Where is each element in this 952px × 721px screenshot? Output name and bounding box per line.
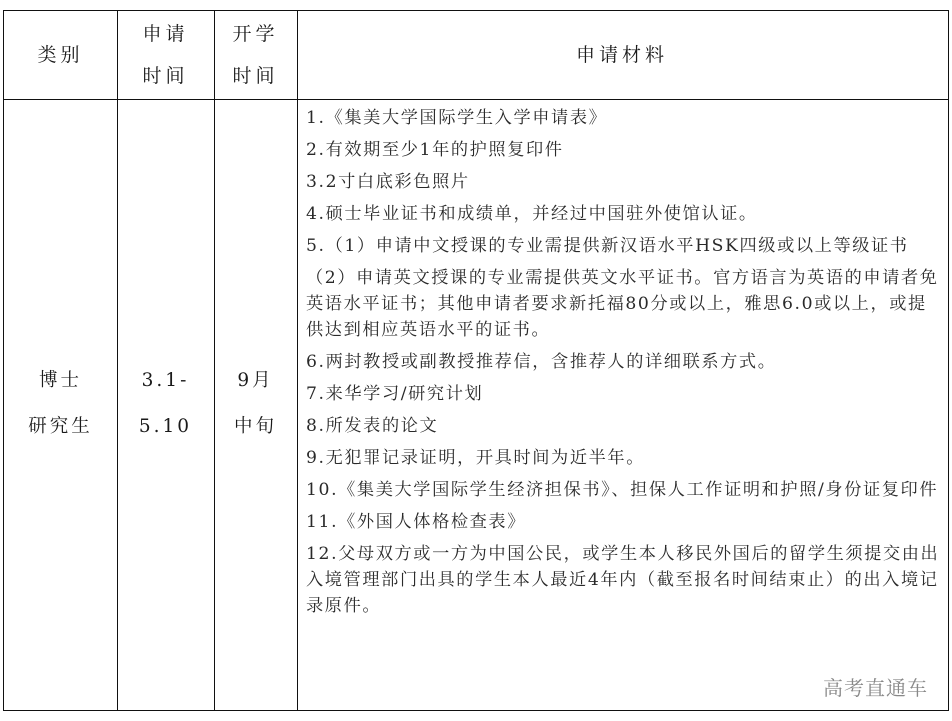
material-item-6: 6.两封教授或副教授推荐信，含推荐人的详细联系方式。	[306, 352, 777, 372]
apply-time-end: 5.10	[138, 416, 193, 437]
header-start-time	[214, 11, 297, 99]
material-item-4: 4.硕士毕业证书和成绩单，并经过中国驻外使馆认证。	[306, 204, 758, 224]
header-apply-time-line1: 申请	[142, 23, 189, 45]
category-line2: 研究生	[28, 416, 93, 437]
header-start-time-line2: 时间	[232, 65, 279, 87]
material-item-9: 9.无犯罪记录证明，开具时间为近半年。	[306, 448, 645, 468]
header-apply-time	[117, 11, 214, 99]
material-item-12: 12.父母双方或一方为中国公民，或学生本人移民外国后的留学生须提交由出入境管理部门出具的学生本人最近4年内（截至报名时间结束止）的出入境记录原件。	[306, 544, 940, 616]
apply-time-cell	[117, 99, 214, 709]
header-category-label: 类别	[37, 44, 84, 66]
material-item-1: 1.《集美大学国际学生入学申请表》	[306, 108, 608, 128]
column-divider	[297, 11, 298, 710]
material-item-10: 10.《集美大学国际学生经济担保书》、担保人工作证明和护照/身份证复印件	[306, 480, 939, 500]
header-materials	[297, 11, 947, 99]
admission-materials-table	[3, 10, 949, 711]
material-item-3: 3.2寸白底彩色照片	[306, 172, 470, 192]
material-item-11: 11.《外国人体格检查表》	[306, 512, 527, 532]
material-item-5-1: 5.（1）申请中文授课的专业需提供新汉语水平HSK四级或以上等级证书	[306, 236, 909, 256]
header-apply-time-line2: 时间	[142, 65, 189, 87]
materials-list	[300, 103, 942, 623]
start-time-month: 9月	[237, 370, 274, 391]
watermark: 高考直通车	[823, 676, 928, 700]
header-start-time-line1: 开学	[232, 23, 279, 45]
material-item-5-2: （2）申请英文授课的专业需提供英文水平证书。官方语言为英语的申请者免英语水平证书；其他申请者要求新托福80分或以上，雅思6.0或以上，或提供达到相应英语水平的证书。	[306, 268, 939, 340]
material-item-2: 2.有效期至少1年的护照复印件	[306, 140, 564, 160]
apply-time-start: 3.1-	[141, 370, 190, 391]
category-line1: 博士	[38, 370, 82, 391]
material-item-8: 8.所发表的论文	[306, 416, 439, 436]
start-time-cell	[214, 99, 297, 709]
category-cell	[4, 99, 117, 709]
start-time-period: 中旬	[233, 416, 277, 437]
material-item-7: 7.来华学习/研究计划	[306, 384, 484, 404]
header-category	[4, 11, 117, 99]
header-materials-label: 申请材料	[575, 44, 668, 66]
